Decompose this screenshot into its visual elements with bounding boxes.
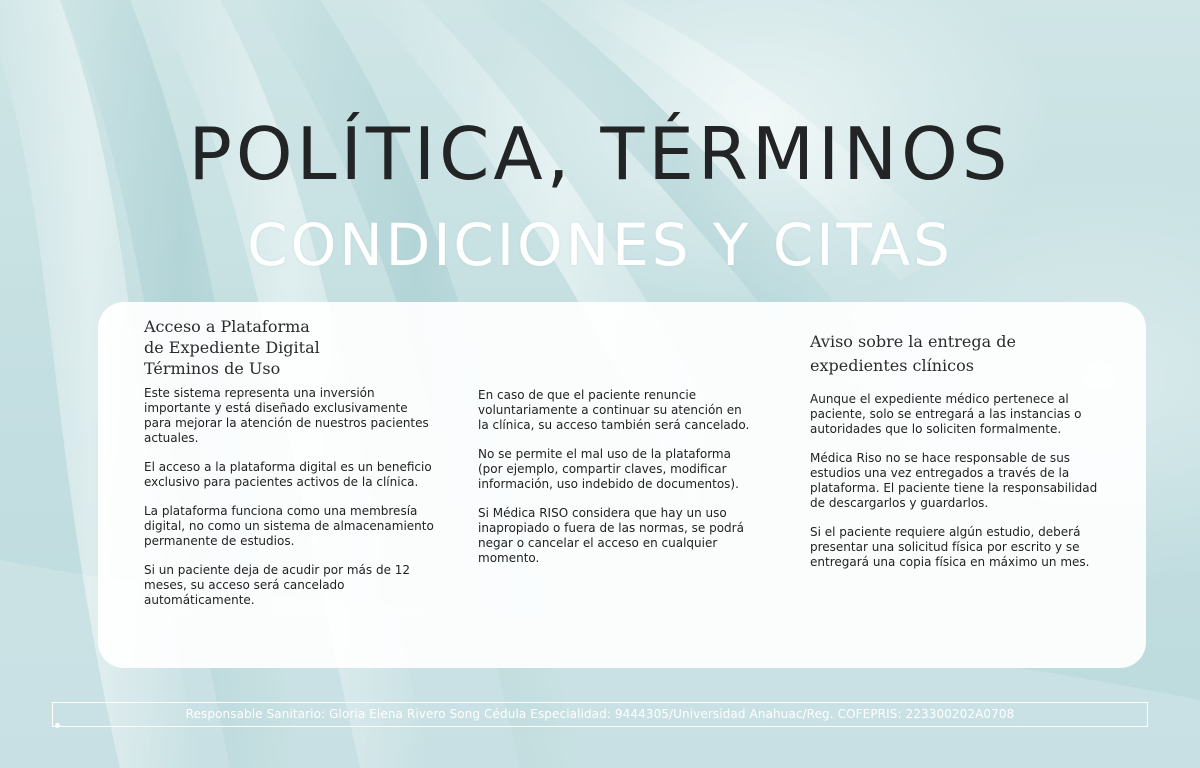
footer-dot	[55, 723, 60, 728]
column-platform-access	[144, 316, 434, 622]
paragraph: Si un paciente deja de acudir por más de 12 meses, su acceso será cancelado automáticamente.	[144, 563, 411, 607]
column-records-notice	[810, 330, 1102, 584]
paragraph: Este sistema representa una inversión importante y está diseñado exclusivamente para mejorar la atención de nuestros pacientes actuales.	[144, 386, 429, 445]
paragraph: En caso de que el paciente renuncie voluntariamente a continuar su atención en la clínica, su acceso también será cancelado.	[478, 388, 750, 432]
footer-sanitary-info	[52, 702, 1148, 727]
paragraph: Si el paciente requiere algún estudio, deberá presentar una solicitud física por escrito y se entregará una copia física en máximo un mes.	[810, 525, 1090, 569]
footer-text: Responsable Sanitario: Gloria Elena Rivero Song Cédula Especialidad: 9444305/Universidad Anahuac/Reg. COFEPRIS: 223300202A0708	[185, 707, 1015, 721]
paragraph: La plataforma funciona como una membresía digital, no como un sistema de almacenamiento permanente de estudios.	[144, 504, 434, 548]
paragraph: No se permite el mal uso de la plataforma (por ejemplo, compartir claves, modificar información, uso indebido de documentos).	[478, 447, 739, 491]
records-notice-heading: Aviso sobre la entrega de expedientes clínicos	[810, 332, 1016, 375]
paragraph: Si Médica RISO considera que hay un uso inapropiado o fuera de las normas, se podrá negar o cancelar el acceso en cualquier momento.	[478, 506, 744, 565]
page-subtitle: CONDICIONES Y CITAS	[247, 211, 953, 279]
column-terms-continued	[478, 388, 754, 580]
paragraph: El acceso a la plataforma digital es un beneficio exclusivo para pacientes activos de la clínica.	[144, 460, 432, 489]
paragraph: Médica Riso no se hace responsable de sus estudios una vez entregados a través de la plataforma. El paciente tiene la responsabilidad de descargarlos y guardarlos.	[810, 451, 1098, 510]
platform-access-heading: Acceso a Plataforma de Expediente Digital Términos de Uso	[144, 317, 320, 378]
paragraph: Aunque el expediente médico pertenece al paciente, solo se entregará a las instancias o autoridades que lo soliciten formalmente.	[810, 392, 1082, 436]
terms-card	[98, 302, 1146, 668]
page-title: POLÍTICA, TÉRMINOS	[188, 112, 1012, 196]
